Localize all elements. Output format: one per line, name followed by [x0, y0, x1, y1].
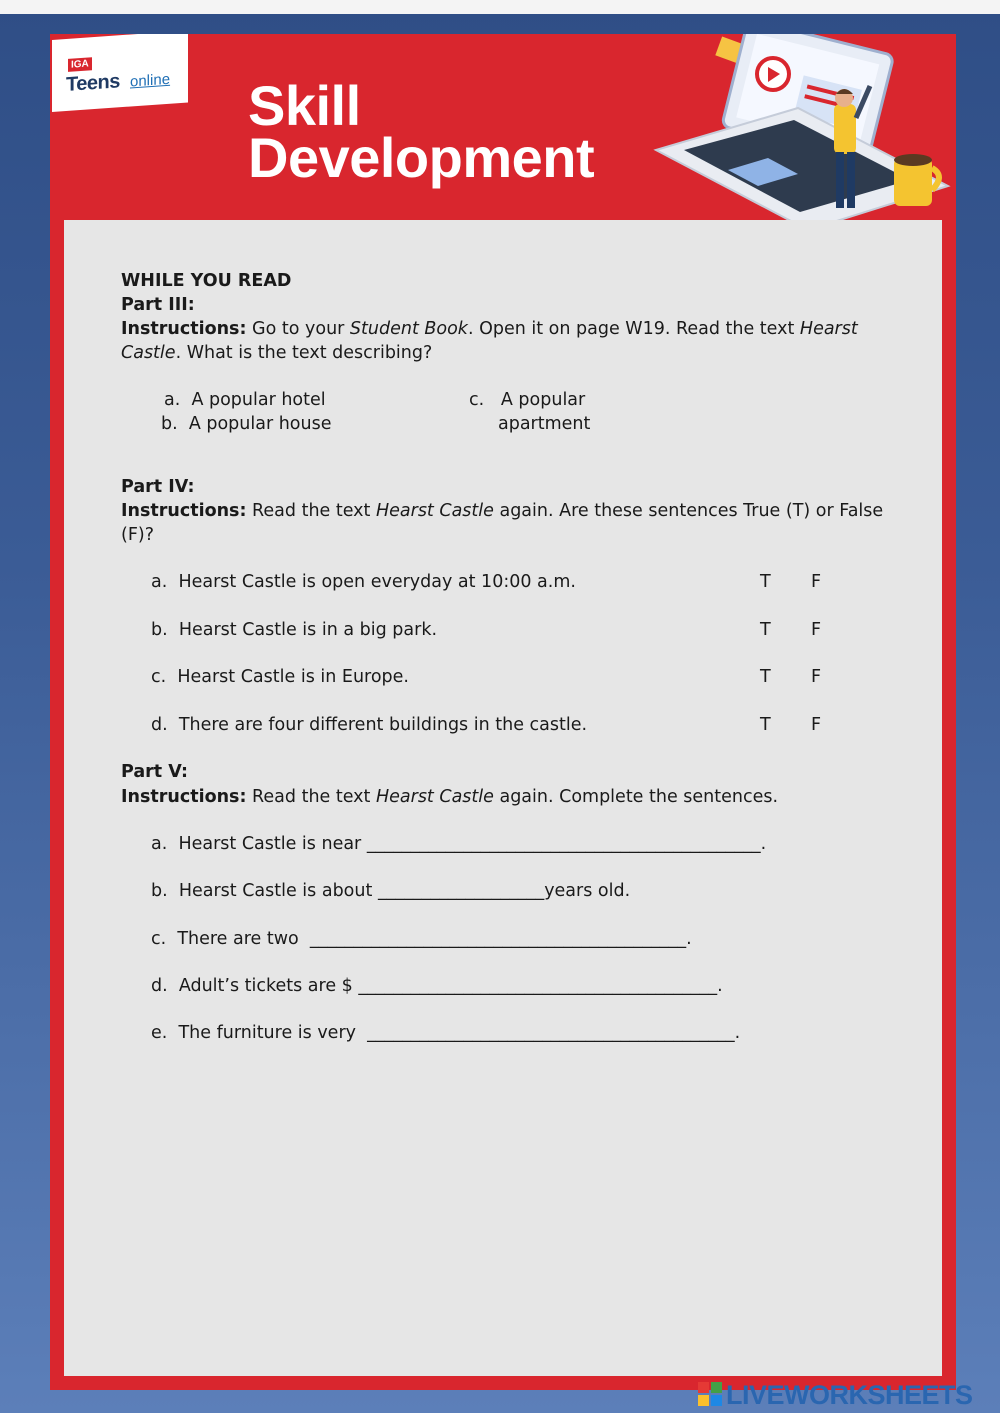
false-option-c[interactable]: F [811, 667, 822, 687]
page-title-line2: Development [248, 126, 595, 189]
fill-item-d [151, 974, 723, 998]
part3-instructions-cont [121, 341, 432, 365]
item-end: years old. [544, 881, 631, 901]
instr-text: . Open it on page W19. Read the text [467, 319, 800, 339]
item-text: There are two [177, 929, 299, 949]
item-end: . [717, 976, 723, 996]
logo-teens-text: Teens [66, 70, 120, 97]
false-option-a[interactable]: F [811, 572, 822, 592]
instr-text-title: Hearst Castle [375, 501, 494, 521]
instr-text-title: Castle [121, 343, 176, 363]
instr-text-title: Hearst [799, 319, 858, 339]
liveworksheets-logo-icon [698, 1382, 722, 1406]
answer-blank-a[interactable]: _____________________________________________ [366, 834, 761, 854]
answer-blank-b[interactable]: ___________________ [377, 881, 545, 901]
part5-instructions [121, 785, 778, 809]
answer-blank-d[interactable]: _________________________________________ [358, 976, 718, 996]
instr-text: again. Complete the sentences. [493, 787, 779, 807]
instr-text-title: Hearst Castle [375, 787, 494, 807]
item-text: Hearst Castle is about [178, 881, 373, 901]
answer-blank-c[interactable]: ___________________________________________ [309, 929, 687, 949]
instr-text: Read the text [246, 501, 376, 521]
item-letter: a. [151, 834, 168, 854]
option-letter: c. [469, 390, 485, 410]
fill-item-a [151, 832, 766, 856]
tf-item-c [151, 665, 409, 689]
instr-text: again. Are these sentences True (T) or False [493, 501, 884, 521]
option-a[interactable] [164, 388, 326, 412]
item-letter: a. [151, 572, 168, 592]
part4-instructions-cont: (F)? [121, 525, 155, 545]
logo-online-text: online [130, 70, 171, 91]
true-option-b[interactable]: T [760, 620, 771, 640]
true-option-c[interactable]: T [760, 667, 771, 687]
part5-heading: Part V: [121, 762, 189, 782]
instr-text: . What is the text describing? [175, 343, 433, 363]
instructions-label: Instructions: [121, 501, 247, 521]
instructions-label: Instructions: [121, 319, 247, 339]
tf-item-b [151, 618, 437, 642]
section-heading: WHILE YOU READ [121, 271, 292, 291]
part3-heading: Part III: [121, 295, 195, 315]
option-c[interactable] [469, 388, 585, 412]
option-text: A popular hotel [191, 390, 326, 410]
option-c-line2: apartment [498, 414, 591, 434]
laptop-illustration-icon [648, 34, 956, 220]
option-text: A popular [500, 390, 586, 410]
instructions-label: Instructions: [121, 787, 247, 807]
instr-text: Read the text [246, 787, 376, 807]
item-letter: d. [151, 715, 168, 735]
instr-book-title: Student Book [349, 319, 468, 339]
item-text: The furniture is very [178, 1023, 356, 1043]
option-b[interactable] [161, 412, 331, 436]
item-letter: d. [151, 976, 168, 996]
item-text: Hearst Castle is near [178, 834, 362, 854]
item-letter: b. [151, 620, 168, 640]
item-text: Hearst Castle is open everyday at 10:00 a.m. [178, 572, 576, 592]
tf-item-a [151, 570, 576, 594]
brand-logo [52, 34, 188, 112]
tf-item-d [151, 713, 587, 737]
item-end: . [734, 1023, 741, 1043]
option-letter: a. [164, 390, 181, 410]
fill-item-c [151, 927, 692, 951]
fill-item-e [151, 1021, 740, 1045]
item-end: . [760, 834, 767, 854]
option-text: A popular house [188, 414, 332, 434]
header-banner [50, 34, 956, 220]
item-text: Adult’s tickets are $ [178, 976, 353, 996]
item-text: Hearst Castle is in a big park. [178, 620, 438, 640]
item-letter: b. [151, 881, 168, 901]
logo-iga-badge: IGA [68, 57, 92, 72]
false-option-d[interactable]: F [811, 715, 822, 735]
true-option-a[interactable]: T [760, 572, 771, 592]
part3-instructions [121, 317, 858, 341]
liveworksheets-watermark[interactable] [698, 1380, 998, 1410]
item-text: There are four different buildings in the castle. [178, 715, 588, 735]
top-strip [0, 0, 1000, 14]
item-letter: c. [151, 929, 167, 949]
item-text: Hearst Castle is in Europe. [177, 667, 409, 687]
part4-instructions [121, 499, 883, 523]
part4-heading: Part IV: [121, 477, 195, 497]
option-letter: b. [161, 414, 178, 434]
page-title-line1: Skill [248, 74, 361, 137]
answer-blank-e[interactable]: __________________________________________ [367, 1023, 735, 1043]
item-letter: e. [151, 1023, 168, 1043]
fill-item-b [151, 879, 630, 903]
instr-text: Go to your [246, 319, 350, 339]
false-option-b[interactable]: F [811, 620, 822, 640]
true-option-d[interactable]: T [760, 715, 771, 735]
item-end: . [686, 929, 692, 949]
watermark-text: LIVEWORKSHEETS [726, 1380, 973, 1410]
item-letter: c. [151, 667, 167, 687]
